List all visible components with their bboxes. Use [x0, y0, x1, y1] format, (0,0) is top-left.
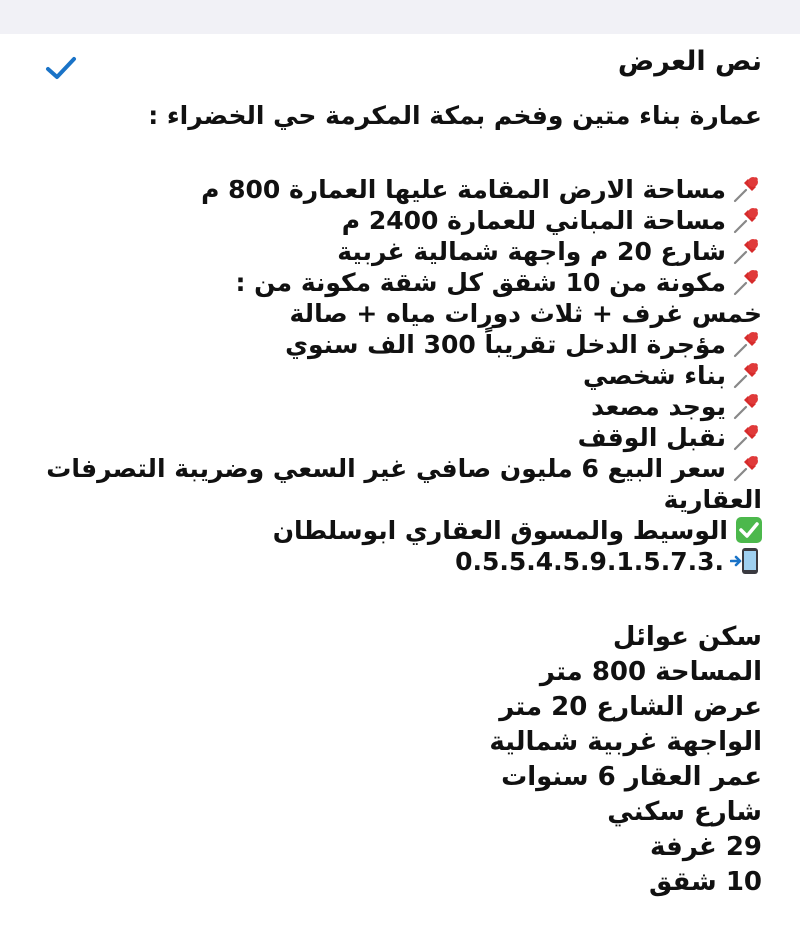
checkmark-icon[interactable]	[44, 54, 78, 82]
status-bar	[0, 0, 800, 34]
mobile-phone-arrow-icon	[730, 547, 762, 575]
phone-line	[32, 546, 762, 577]
header	[0, 34, 800, 96]
pushpin-icon	[732, 423, 762, 451]
feature-text: بناء شخصي	[583, 361, 726, 390]
broker-name: الوسيط والمسوق العقاري ابوسلطان	[272, 516, 728, 545]
pushpin-icon	[732, 454, 762, 482]
pushpin-icon	[732, 268, 762, 296]
feature-list	[32, 174, 762, 515]
feature-item	[32, 329, 762, 360]
broker-line	[32, 515, 762, 546]
summary-line: 29 غرفة	[650, 832, 762, 862]
ad-intro: عمارة بناء متين وفخم بمكة المكرمة حي الخضراء :	[148, 101, 762, 130]
page-title: نص العرض	[617, 46, 762, 77]
pushpin-icon	[732, 206, 762, 234]
summary-line: شارع سكني	[607, 797, 762, 827]
feature-text: مساحة المباني للعمارة 2400 م	[341, 206, 726, 235]
phone-number: .0.5.5.4.5.9.1.5.7.3	[455, 547, 724, 576]
feature-item	[32, 174, 762, 205]
feature-text: مكونة من 10 شقق كل شقة مكونة من :	[235, 268, 726, 297]
feature-item	[32, 391, 762, 422]
feature-text: سعر البيع 6 مليون صافي غير السعي وضريبة التصرفات العقارية	[46, 454, 762, 514]
feature-item	[32, 236, 762, 267]
pushpin-icon	[732, 330, 762, 358]
summary-line: الواجهة غربية شمالية	[489, 727, 762, 757]
summary-list	[32, 620, 762, 900]
pushpin-icon	[732, 237, 762, 265]
ad-text[interactable]	[32, 100, 762, 900]
summary-line: عمر العقار 6 سنوات	[501, 762, 762, 792]
pushpin-icon	[732, 361, 762, 389]
feature-text: شارع 20 م واجهة شمالية غربية	[337, 237, 726, 266]
feature-text: خمس غرف + ثلاث دورات مياه + صالة	[289, 299, 762, 328]
summary-line: المساحة 800 متر	[539, 657, 762, 687]
feature-text: مساحة الارض المقامة عليها العمارة 800 م	[201, 175, 726, 204]
summary-line: سكن عوائل	[612, 622, 762, 652]
pushpin-icon	[732, 175, 762, 203]
feature-item	[32, 298, 762, 329]
check-mark-button-icon	[736, 517, 762, 543]
pushpin-icon	[732, 392, 762, 420]
feature-item	[32, 453, 762, 515]
feature-text: نقبل الوقف	[577, 423, 726, 452]
feature-item	[32, 422, 762, 453]
summary-line: 10 شقق	[649, 867, 762, 897]
feature-text: مؤجرة الدخل تقريباً 300 الف سنوي	[285, 330, 726, 359]
feature-item	[32, 205, 762, 236]
feature-item	[32, 360, 762, 391]
summary-line: عرض الشارع 20 متر	[499, 692, 762, 722]
feature-text: يوجد مصعد	[591, 392, 726, 421]
feature-item	[32, 267, 762, 298]
